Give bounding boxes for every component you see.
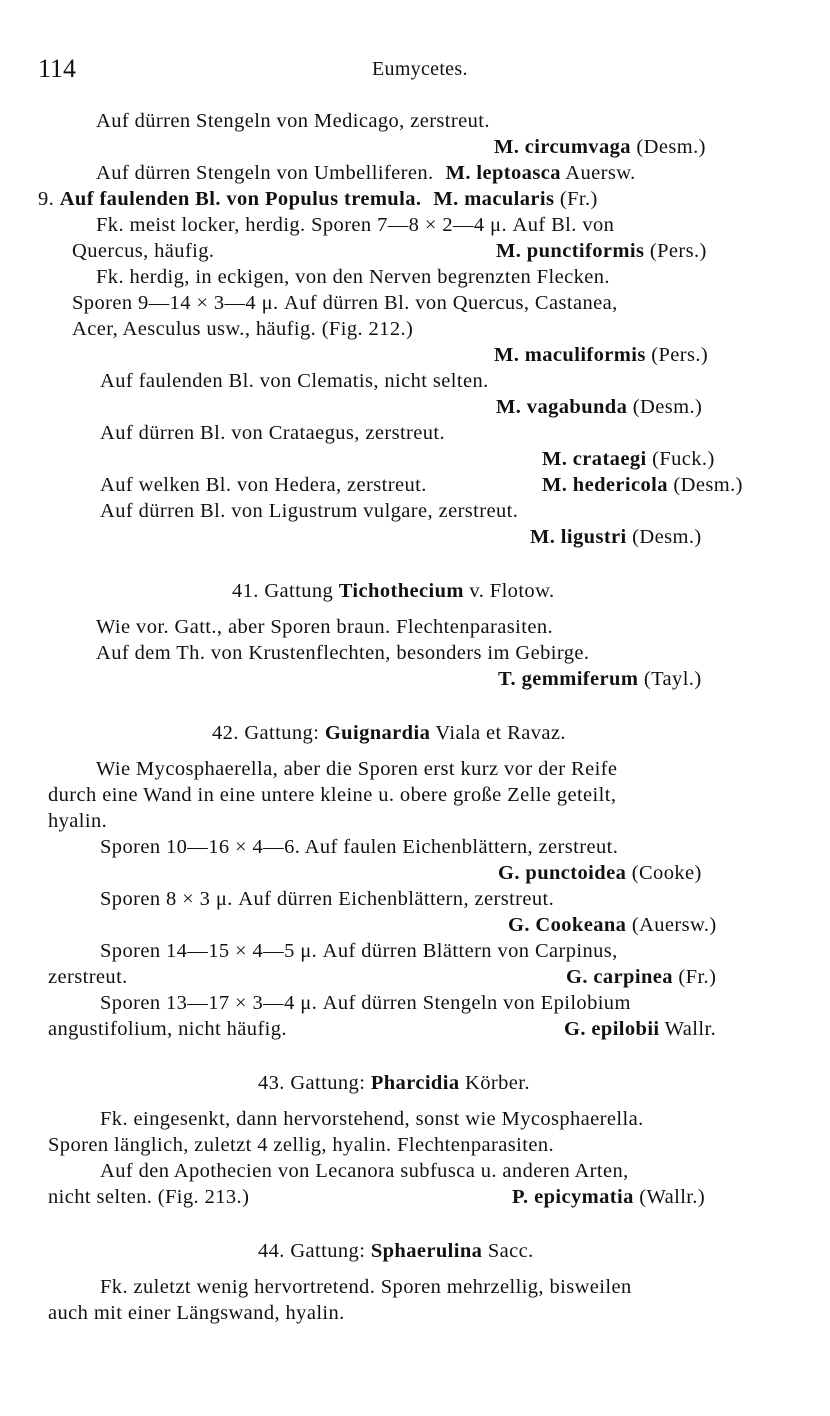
species-name: G. Cookeana [508, 914, 627, 936]
text-line [0, 1132, 830, 1158]
species-author: (Fr.) [554, 188, 598, 210]
text-line [0, 1106, 830, 1132]
species-author: (Desm.) [626, 526, 702, 548]
section-heading-43 [0, 1070, 830, 1096]
text-line [0, 368, 830, 394]
text-line [0, 238, 830, 264]
species-name: M. maculiformis [494, 344, 646, 366]
species-line [0, 394, 830, 420]
line-text: Auf dem Th. von Krustenflechten, besonders im Gebirge. [96, 642, 590, 664]
line-text: Sporen 10—16 × 4—6. Auf faulen Eichenblättern, zerstreut. [100, 836, 619, 858]
text-line [0, 472, 830, 498]
text-line [0, 108, 830, 134]
species-name: G. epilobii [564, 1018, 660, 1040]
heading-author: Körber. [459, 1072, 530, 1094]
line-text: Fk. meist locker, herdig. Sporen 7—8 × 2—4 μ. Auf Bl. von [96, 214, 615, 236]
species-author: (Auersw.) [626, 914, 717, 936]
section-heading-44 [0, 1238, 830, 1264]
species-name: M. vagabunda [496, 396, 628, 418]
line-text: Sporen 8 × 3 μ. Auf dürren Eichenblättern, zerstreut. [100, 888, 555, 910]
item-number: 9. [38, 188, 60, 210]
species-name: M. hedericola [542, 474, 668, 496]
line-text: Wie Mycosphaerella, aber die Sporen erst kurz vor der Reife [96, 758, 618, 780]
species-author: (Pers.) [644, 240, 707, 262]
line-text: zerstreut. [48, 966, 128, 988]
text-line [0, 990, 830, 1016]
species-name: M. macularis [433, 188, 555, 210]
species-name: G. punctoidea [498, 862, 627, 884]
line-text: Auf dürren Stengeln von Medicago, zerstreut. [96, 110, 490, 132]
heading-author: v. Flotow. [463, 580, 555, 602]
text-line [0, 938, 830, 964]
text-line [0, 498, 830, 524]
text-line [0, 886, 830, 912]
species-line [0, 912, 830, 938]
line-text: Sporen 14—15 × 4—5 μ. Auf dürren Blättern von Carpinus, [100, 940, 618, 962]
species-line [0, 860, 830, 886]
line-text: Auf dürren Stengeln von Umbelliferen. [96, 162, 434, 184]
line-text: Sporen länglich, zuletzt 4 zellig, hyalin. Flechtenparasiten. [48, 1134, 554, 1156]
species-name: M. circumvaga [494, 136, 631, 158]
species-line [0, 446, 830, 472]
line-text: Auf den Apothecien von Lecanora subfusca u. anderen Arten, [100, 1160, 629, 1182]
species-line [0, 666, 830, 692]
page-body [0, 108, 830, 1326]
line-text: hyalin. [48, 810, 108, 832]
heading-prefix: 42. Gattung: [212, 722, 325, 744]
species-author: Auersw. [560, 162, 636, 184]
text-line [0, 186, 830, 212]
text-line [0, 1184, 830, 1210]
species-author: (Fuck.) [646, 448, 715, 470]
page-header [38, 54, 798, 84]
species-author: (Desm.) [630, 136, 706, 158]
text-line [0, 420, 830, 446]
line-text: angustifolium, nicht häufig. [48, 1018, 287, 1040]
species-name: G. carpinea [566, 966, 673, 988]
text-line [0, 212, 830, 238]
line-text: Fk. zuletzt wenig hervortretend. Sporen mehrzellig, bisweilen [100, 1276, 632, 1298]
species-name: M. ligustri [530, 526, 627, 548]
text-line [0, 614, 830, 640]
text-line [0, 316, 830, 342]
heading-author: Viala et Ravaz. [430, 722, 566, 744]
text-line [0, 1158, 830, 1184]
species-line [0, 342, 830, 368]
species-name: T. gemmiferum [498, 668, 639, 690]
text-line [0, 782, 830, 808]
species-author: (Tayl.) [638, 668, 702, 690]
line-text: Acer, Aesculus usw., häufig. (Fig. 212.) [72, 318, 414, 340]
line-text: Auf welken Bl. von Hedera, zerstreut. [100, 474, 427, 496]
line-text: Quercus, häufig. [72, 240, 215, 262]
running-title: Eumycetes. [372, 58, 468, 80]
species-author: Wallr. [659, 1018, 717, 1040]
text-line [0, 640, 830, 666]
line-text: Wie vor. Gatt., aber Sporen braun. Flechtenparasiten. [96, 616, 553, 638]
genus-name: Tichothecium [338, 580, 464, 602]
heading-prefix: 43. Gattung: [258, 1072, 371, 1094]
heading-prefix: 44. Gattung: [258, 1240, 371, 1262]
text-line [0, 160, 830, 186]
species-name: M. crataegi [542, 448, 647, 470]
genus-name: Sphaerulina [370, 1240, 483, 1262]
line-text: durch eine Wand in eine untere kleine u. obere große Zelle geteilt, [48, 784, 617, 806]
text-line [0, 1016, 830, 1042]
line-text: Auf faulenden Bl. von Populus tremula. [59, 188, 422, 210]
text-line [0, 290, 830, 316]
line-text: nicht selten. (Fig. 213.) [48, 1186, 250, 1208]
species-author: (Desm.) [627, 396, 703, 418]
text-line [0, 264, 830, 290]
species-name: M. leptoasca [445, 162, 561, 184]
heading-author: Sacc. [482, 1240, 534, 1262]
page-number: 114 [38, 54, 77, 83]
species-line [0, 524, 830, 550]
species-author: (Fr.) [672, 966, 717, 988]
genus-name: Guignardia [324, 722, 431, 744]
section-heading-42 [0, 720, 830, 746]
line-text: Fk. eingesenkt, dann hervorstehend, sonst wie Mycosphaerella. [100, 1108, 644, 1130]
genus-name: Pharcidia [370, 1072, 460, 1094]
line-text: Fk. herdig, in eckigen, von den Nerven begrenzten Flecken. [96, 266, 610, 288]
line-text: Auf faulenden Bl. von Clematis, nicht selten. [100, 370, 489, 392]
species-name: P. epicymatia [512, 1186, 634, 1208]
text-line [0, 1300, 830, 1326]
species-author: (Pers.) [645, 344, 709, 366]
line-text: Sporen 13—17 × 3—4 μ. Auf dürren Stengeln von Epilobium [100, 992, 631, 1014]
species-author: (Desm.) [667, 474, 743, 496]
species-author: (Cooke) [626, 862, 702, 884]
line-text: Auf dürren Bl. von Ligustrum vulgare, zerstreut. [100, 500, 519, 522]
text-line [0, 834, 830, 860]
species-author: (Wallr.) [633, 1186, 706, 1208]
text-line [0, 756, 830, 782]
line-text: Sporen 9—14 × 3—4 μ. Auf dürren Bl. von Quercus, Castanea, [72, 292, 618, 314]
text-line [0, 1274, 830, 1300]
text-line [0, 964, 830, 990]
species-name: M. punctiformis [496, 240, 645, 262]
species-line [0, 134, 830, 160]
line-text: auch mit einer Längswand, hyalin. [48, 1302, 345, 1324]
section-heading-41 [0, 578, 830, 604]
text-line [0, 808, 830, 834]
line-text: Auf dürren Bl. von Crataegus, zerstreut. [100, 422, 446, 444]
heading-prefix: 41. Gattung [232, 580, 339, 602]
